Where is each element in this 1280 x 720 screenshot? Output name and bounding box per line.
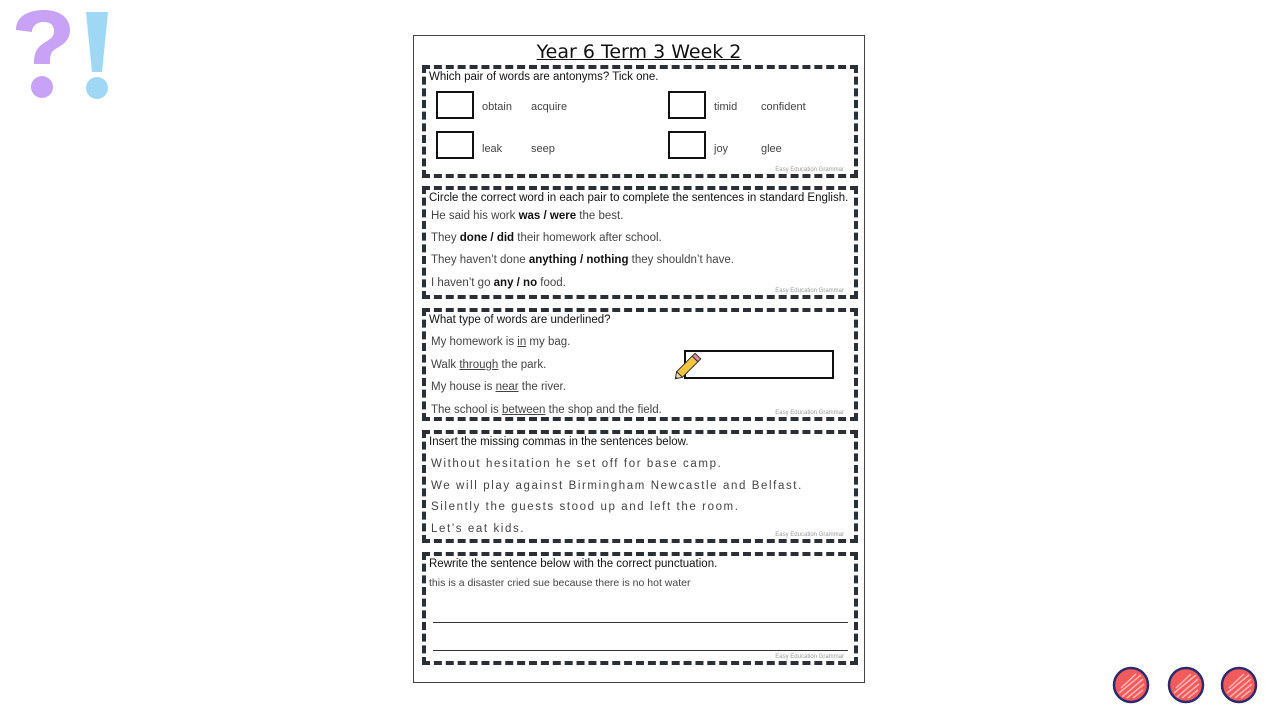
question-commas: [422, 430, 858, 543]
credit-label: Easy Education Grammar: [775, 288, 844, 294]
sentence: They done / did their homework after school.: [431, 232, 662, 244]
question-title: Circle the correct word in each pair to complete the sentences in standard English.: [429, 192, 849, 204]
sentence: We will play against Birmingham Newcastle and Belfast.: [431, 480, 803, 492]
word: glee: [761, 143, 782, 155]
sentence: Let’s eat kids.: [431, 523, 526, 535]
sentence: Silently the guests stood up and left the room.: [431, 501, 740, 513]
tick-box[interactable]: [436, 91, 474, 119]
word: joy: [714, 143, 729, 155]
sentence: Walk through the park.: [431, 359, 547, 371]
question-antonyms: [422, 65, 858, 178]
word: seep: [531, 143, 555, 155]
answer-box[interactable]: [684, 350, 834, 379]
writing-line[interactable]: [433, 650, 848, 651]
credit-label: Easy Education Grammar: [775, 532, 844, 538]
sentence: The school is between the shop and the field.: [431, 404, 662, 416]
sentence: Without hesitation he set off for base camp.: [431, 458, 723, 470]
writing-line[interactable]: [433, 622, 848, 623]
sentence: He said his work was / were the best.: [431, 210, 624, 222]
word-choice[interactable]: any / no: [493, 277, 538, 289]
word: confident: [761, 101, 806, 113]
pencil-icon: [670, 348, 706, 384]
question-word-type: [422, 308, 858, 421]
question-standard-english: [422, 186, 858, 299]
sentence: My house is near the river.: [431, 381, 566, 393]
sentence: this is a disaster cried sue because there is no hot water: [429, 577, 691, 589]
word: obtain: [482, 101, 512, 113]
tick-box[interactable]: [668, 131, 706, 159]
tick-box[interactable]: [668, 91, 706, 119]
sentence: I haven’t go any / no food.: [431, 277, 566, 289]
scribble-circle-icon[interactable]: [1112, 666, 1150, 704]
credit-label: Easy Education Grammar: [775, 410, 844, 416]
word: acquire: [531, 101, 568, 113]
worksheet: [413, 35, 865, 683]
control-group: [1112, 666, 1262, 706]
question-title: Insert the missing commas in the sentences below.: [429, 436, 689, 448]
word: timid: [714, 101, 738, 113]
sentence: My homework is in my bag.: [431, 336, 571, 348]
word: leak: [482, 143, 503, 155]
credit-label: Easy Education Grammar: [775, 167, 844, 173]
word-choice[interactable]: was / were: [518, 210, 577, 222]
scribble-circle-icon[interactable]: [1220, 666, 1258, 704]
question-punctuation: [422, 552, 858, 665]
question-exclamation-icon: [10, 8, 120, 104]
scribble-circle-icon[interactable]: [1167, 666, 1205, 704]
word-choice[interactable]: anything / nothing: [528, 254, 629, 266]
question-title: Which pair of words are antonyms? Tick one.: [429, 71, 659, 83]
credit-label: Easy Education Grammar: [775, 654, 844, 660]
question-title: Rewrite the sentence below with the correct punctuation.: [429, 558, 718, 570]
tick-box[interactable]: [436, 131, 474, 159]
word-choice[interactable]: done / did: [459, 232, 515, 244]
question-title: What type of words are underlined?: [429, 314, 611, 326]
worksheet-title: Year 6 Term 3 Week 2: [536, 41, 742, 63]
sentence: They haven’t done anything / nothing they shouldn’t have.: [431, 254, 734, 266]
